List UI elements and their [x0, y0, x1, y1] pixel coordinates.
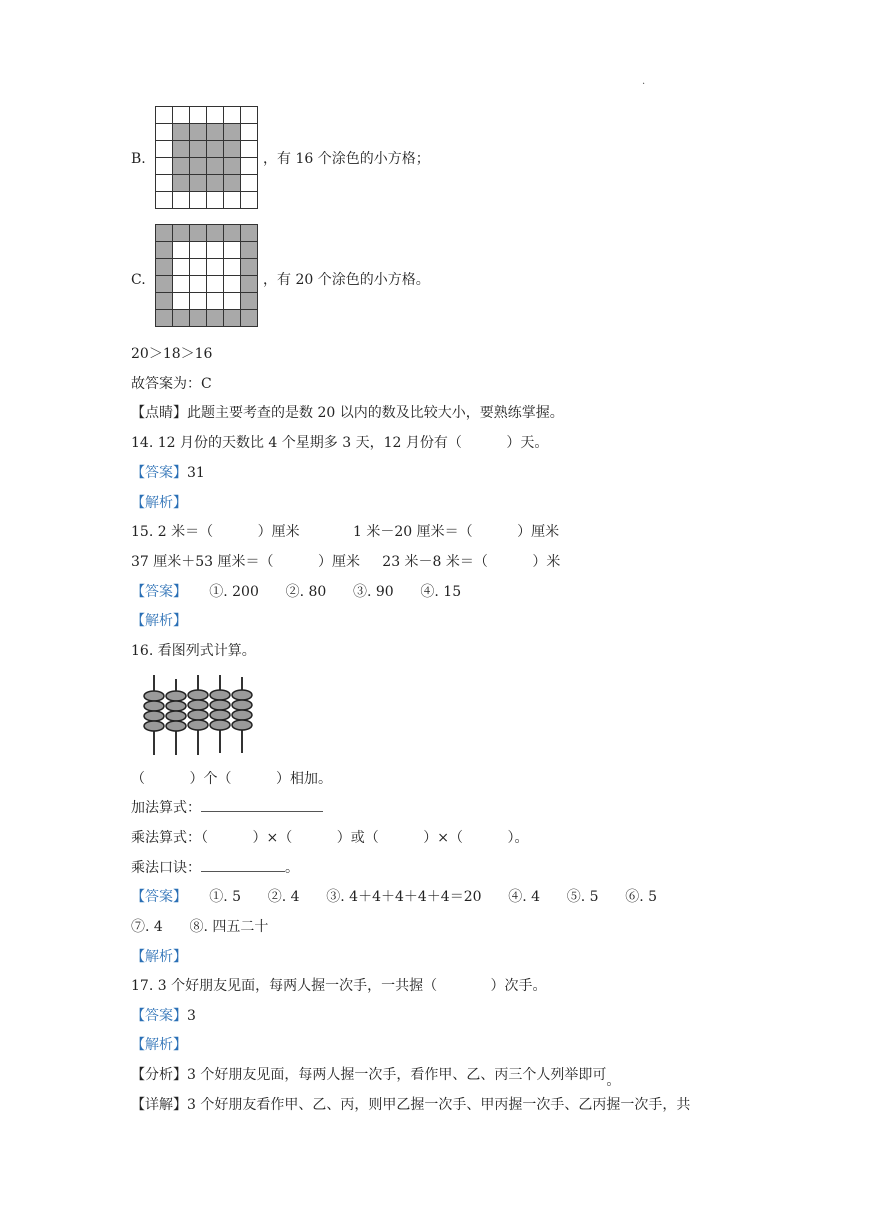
- q15-analysis-tag: 【解析】: [131, 613, 187, 629]
- fenxi-text: 3 个好朋友见面，每两人握一次手，看作甲、乙、丙三个人列举即可: [187, 1067, 607, 1083]
- q17-question: 17. 3 个好朋友见面，每两人握一次手，一共握（ ）次手。: [131, 978, 547, 994]
- rhyme-label: 乘法口诀：: [131, 860, 201, 876]
- option-b-label: B.: [131, 151, 146, 167]
- answer-tag: 【答案】: [131, 584, 187, 600]
- abacus-beads: [144, 690, 252, 731]
- q16-answer-value: ①. 5 ②. 4 ③. 4＋4＋4＋4＋4＝20 ④. 4 ⑤. 5 ⑥. 5: [187, 889, 658, 905]
- rhyme-end: 。: [285, 860, 299, 876]
- q17-fenxi: [131, 1066, 621, 1089]
- q14-analysis-tag: 【解析】: [131, 495, 187, 511]
- q16-analysis-tag: 【解析】: [131, 949, 187, 965]
- answer-tag: 【答案】: [131, 889, 187, 905]
- header-dot: .: [642, 76, 646, 87]
- dianjing-text: 此题主要考查的是数 20 以内的数及比较大小，要熟练掌握。: [187, 405, 564, 421]
- fenxi-tag: 【分析】: [131, 1067, 187, 1083]
- q17-answer-value: 3: [187, 1008, 196, 1024]
- q16-question: 16. 看图列式计算。: [131, 643, 256, 659]
- q16-answer-line1: [131, 888, 657, 906]
- dianjing-line: [131, 404, 564, 422]
- q16-answer-line2: ⑦. 4 ⑧. 四五二十: [131, 919, 269, 935]
- q15-line1: 15. 2 米＝（ ）厘米 1 米－20 厘米＝（ ）厘米: [131, 524, 560, 540]
- answer-tag: 【答案】: [131, 1008, 187, 1024]
- q14-answer-value: 31: [187, 465, 205, 481]
- answer-c-line: 故答案为：C: [131, 376, 212, 392]
- dianjing-tag: 【点睛】: [131, 405, 187, 421]
- compare-line: 20＞18＞16: [131, 346, 213, 362]
- q14-answer: [131, 464, 205, 482]
- option-b-text: ，有 16 个涂色的小方格；: [263, 151, 430, 167]
- q16-mul-line: 乘法算式：（ ）×（ ）或（ ）×（ ）。: [131, 830, 529, 846]
- grid-c-table: [155, 224, 258, 327]
- abacus-picture: [138, 673, 262, 757]
- q16-add-line: [131, 799, 323, 817]
- grid-b-table: [155, 106, 258, 209]
- q17-analysis-tag: 【解析】: [131, 1037, 187, 1053]
- xiangjie-tag: 【详解】: [131, 1097, 187, 1113]
- grid-figure-b: [155, 106, 258, 209]
- grid-figure-c: [155, 224, 258, 327]
- q17-xiangjie: [131, 1096, 690, 1114]
- xiangjie-text: 3 个好朋友看作甲、乙、丙，则甲乙握一次手、甲丙握一次手、乙丙握一次手，共: [187, 1097, 691, 1113]
- rhyme-blank: [201, 859, 285, 872]
- fenxi-end: 。: [606, 1073, 621, 1089]
- q15-answer-value: ①. 200 ②. 80 ③. 90 ④. 15: [187, 584, 462, 600]
- q15-answer: [131, 583, 461, 601]
- option-c-text: ，有 20 个涂色的小方格。: [263, 272, 430, 288]
- add-blank: [201, 799, 323, 812]
- answer-tag: 【答案】: [131, 465, 187, 481]
- q16-rhyme-line: [131, 859, 299, 877]
- add-label: 加法算式：: [131, 800, 201, 816]
- q15-line2: 37 厘米＋53 厘米＝（ ）厘米 23 米－8 米＝（ ）米: [131, 554, 561, 570]
- q16-line-a: （ ）个（ ）相加。: [131, 771, 333, 787]
- q14-question: 14. 12 月份的天数比 4 个星期多 3 天，12 月份有（ ）天。: [131, 435, 549, 451]
- q17-answer: [131, 1007, 196, 1025]
- option-c-label: C.: [131, 272, 146, 288]
